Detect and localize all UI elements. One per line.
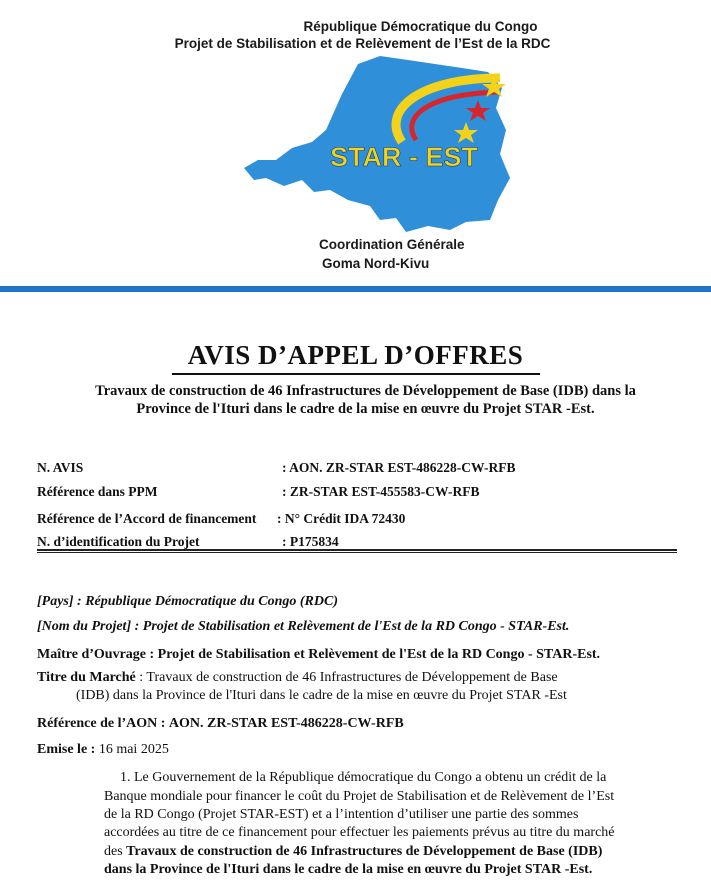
reference-row [37, 534, 677, 554]
contract-title-value: : Travaux de construction de 46 Infrastructures de Développement de Base [139, 670, 558, 685]
location-label: Goma Nord-Kivu [322, 256, 430, 271]
title-underline [172, 373, 540, 375]
paragraph-text: des [104, 844, 123, 859]
reference-label: N. AVIS [37, 460, 84, 475]
issue-date-label: Emise le : [37, 742, 96, 757]
paragraph-line [104, 844, 602, 860]
aon-reference-line [37, 716, 404, 732]
contract-title-continued: (IDB) dans la Province de l'Ituri dans le cadre de la mise en œuvre du Projet STAR -Est [76, 688, 567, 703]
project-name-line: [Nom du Projet] : Projet de Stabilisation et Relèvement de l'Est de la RD Congo - STAR-Est. [37, 619, 570, 634]
header-country: République Démocratique du Congo [303, 19, 538, 34]
reference-row [37, 460, 677, 480]
paragraph-line: dans la Province de l'Ituri dans le cadre de la mise en œuvre du Projet STAR -Est. [104, 862, 593, 877]
reference-divider [37, 549, 677, 551]
contracting-authority-value: Projet de Stabilisation et Relèvement de l'Est de la RD Congo - STAR-Est. [157, 647, 601, 662]
notice-subtitle-line1: Travaux de construction de 46 Infrastructures de Développement de Base (IDB) dans la [95, 383, 636, 399]
reference-label: N. d’identification du Projet [37, 534, 200, 549]
reference-label: Référence de l’Accord de financement [37, 511, 257, 526]
star-est-logo [230, 50, 520, 240]
reference-value: : ZR-STAR EST-455583-CW-RFB [282, 484, 480, 499]
contract-title-line [37, 670, 558, 686]
logo-text: STAR - EST [330, 142, 478, 172]
contracting-authority-line [37, 647, 600, 663]
issue-date-line [37, 742, 169, 758]
aon-reference-label: Référence de l’AON : [37, 716, 166, 731]
paragraph-line: 1. Le Gouvernement de la République démocratique du Congo a obtenu un crédit de la [120, 770, 607, 785]
header-divider [0, 286, 711, 292]
reference-row [37, 484, 677, 504]
paragraph-bold-text: Travaux de construction de 46 Infrastructures de Développement de Base (IDB) [126, 844, 603, 859]
reference-value: : AON. ZR-STAR EST-486228-CW-RFB [282, 460, 516, 475]
header-project-name: Projet de Stabilisation et de Relèvement de l’Est de la RDC [174, 36, 551, 51]
aon-reference-value: AON. ZR-STAR EST-486228-CW-RFB [168, 716, 404, 731]
paragraph-line: de la RD Congo (Projet STAR-EST) et a l’intention d’utiliser une partie des sommes [104, 807, 579, 822]
paragraph-line: accordées au titre de ce financement pour effectuer les paiements prévus au titre du marché [104, 825, 615, 840]
reference-value: : N° Crédit IDA 72430 [277, 511, 406, 526]
paragraph-line: Banque mondiale pour financer le coût du Projet de Stabilisation et de Relèvement de l’Est [104, 789, 615, 804]
reference-divider [37, 552, 677, 553]
country-line: [Pays] : République Démocratique du Congo (RDC) [37, 594, 338, 609]
reference-row [37, 511, 677, 531]
issue-date-value: 16 mai 2025 [98, 742, 169, 757]
contract-title-label: Titre du Marché [37, 670, 136, 685]
notice-title: AVIS D’APPEL D’OFFRES [187, 340, 524, 370]
coordination-label: Coordination Générale [319, 237, 465, 252]
contracting-authority-label: Maître d’Ouvrage : [37, 647, 155, 662]
notice-subtitle-line2: Province de l'Ituri dans le cadre de la mise en œuvre du Projet STAR -Est. [136, 401, 595, 417]
reference-value: : P175834 [282, 534, 339, 549]
reference-label: Référence dans PPM [37, 484, 158, 499]
